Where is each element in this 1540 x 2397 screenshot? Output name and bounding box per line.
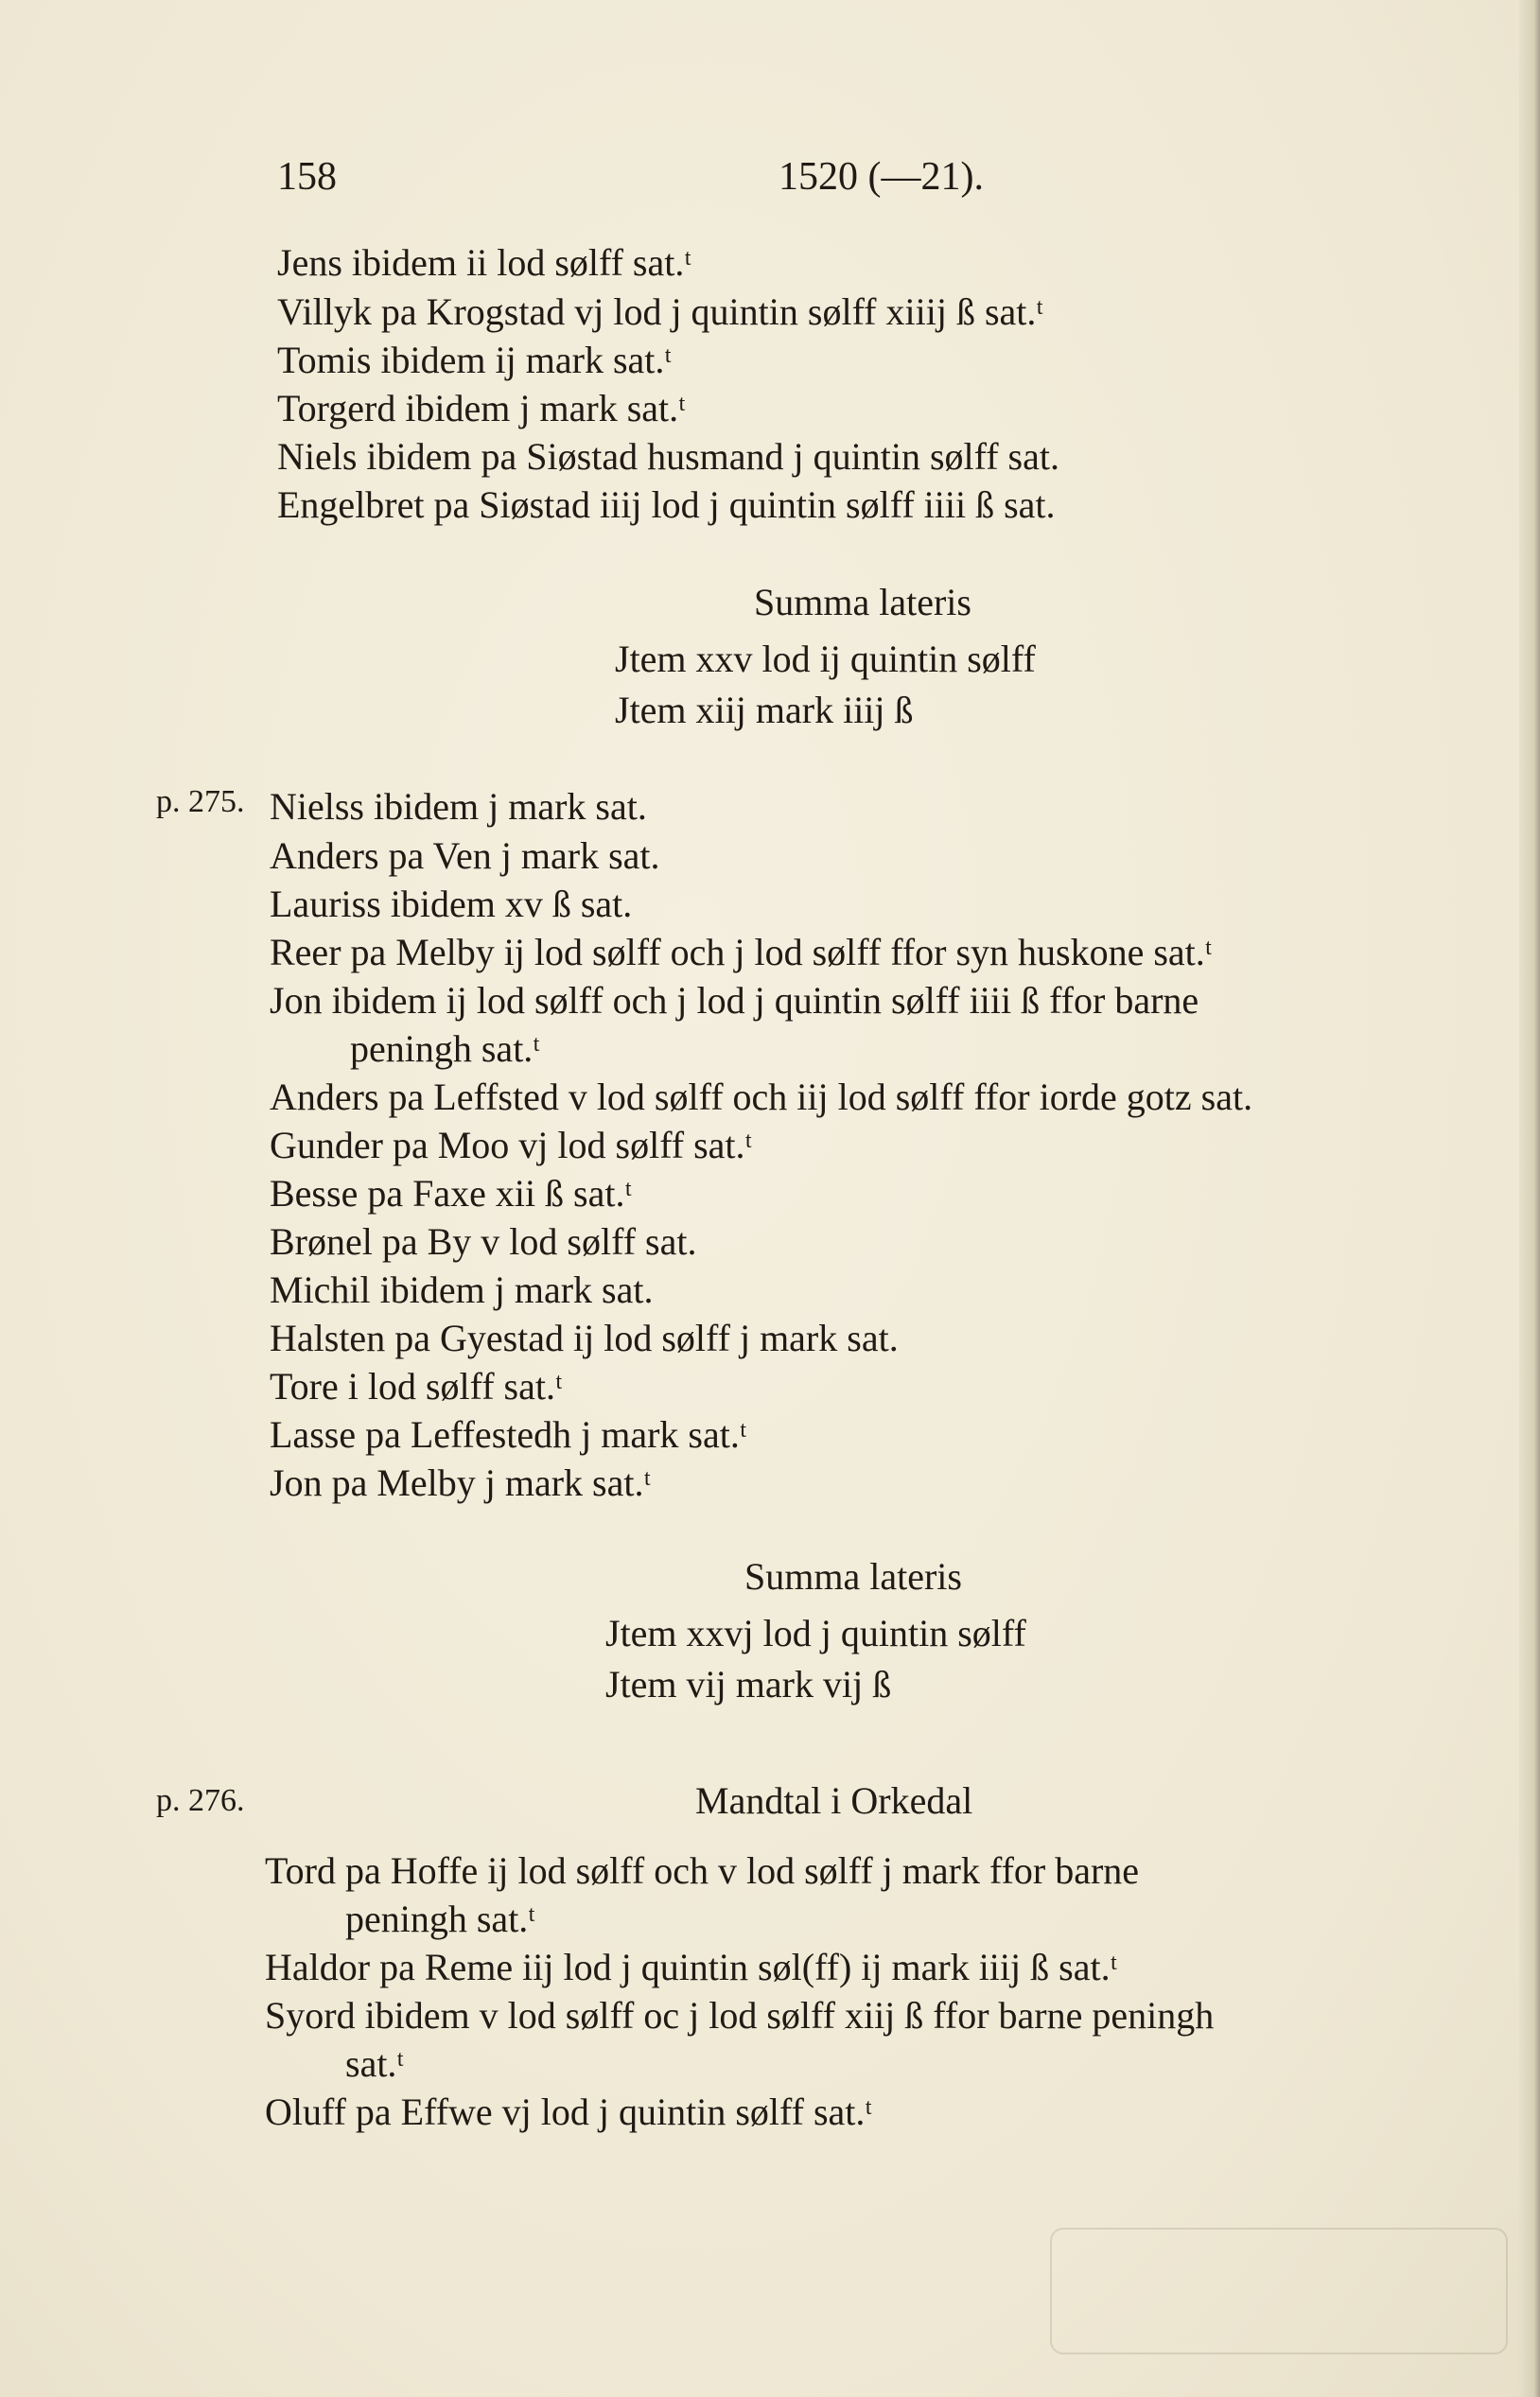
summa-title: Summa lateris [754,581,971,623]
entry-line: Reer pa Melby ij lod sølff och j lod sølff ffor syn huskone sat.ᵗ [270,931,1213,973]
entry-line: Engelbret pa Siøstad iiij lod j quintin sølff iiii ß sat. [277,483,1056,526]
entry-line: Besse pa Faxe xii ß sat.ᵗ [270,1172,633,1215]
summa-line: Jtem vij mark vij ß [605,1663,892,1706]
entry-line: Lauriss ibidem xv ß sat. [270,883,633,925]
entry-line: Jon pa Melby j mark sat.ᵗ [270,1461,652,1504]
entry-line: Jens ibidem ii lod sølff sat.ᵗ [277,241,692,284]
entry-continuation: peningh sat.ᵗ [345,1898,535,1940]
entry-line: Anders pa Ven j mark sat. [270,834,660,877]
entry-line: Anders pa Leffsted v lod sølff och iij lod sølff ffor iorde gotz sat. [270,1076,1253,1118]
entry-line: Brønel pa By v lod sølff sat. [270,1220,697,1263]
entry-line: Villyk pa Krogstad vj lod j quintin sølff xiiij ß sat.ᵗ [277,290,1044,333]
entry-line: Niels ibidem pa Siøstad husmand j quintin sølff sat. [277,435,1059,478]
entry-line: Jon ibidem ij lod sølff och j lod j quintin sølff iiii ß ffor barne [270,979,1199,1022]
paper-stain [1050,2228,1508,2354]
entry-line: Tomis ibidem ij mark sat.ᵗ [277,339,673,381]
section-title: Mandtal i Orkedal [695,1779,973,1822]
entry-line: Lasse pa Leffestedh j mark sat.ᵗ [270,1413,747,1456]
summa-title: Summa lateris [744,1555,962,1598]
entry-line: Nielss ibidem j mark sat. [270,785,647,828]
entry-line: Torgerd ibidem j mark sat.ᵗ [277,387,686,429]
entry-line: Tord pa Hoffe ij lod sølff och v lod sølff j mark ffor barne [265,1849,1140,1892]
entry-line: Michil ibidem j mark sat. [270,1268,654,1311]
running-head-year: 1520 (—21). [779,155,984,199]
margin-page-ref: p. 276. [156,1783,245,1818]
page-edge [1519,0,1540,2397]
summa-line: Jtem xxvj lod j quintin sølff [605,1612,1026,1654]
entry-line: Halsten pa Gyestad ij lod sølff j mark sat. [270,1317,899,1359]
entry-line: Oluff pa Effwe vj lod j quintin sølff sat.ᵗ [265,2091,873,2133]
entry-continuation: sat.ᵗ [345,2042,405,2085]
page-number: 158 [277,155,337,199]
entry-line: Haldor pa Reme iij lod j quintin søl(ff) ij mark iiij ß sat.ᵗ [265,1946,1118,1988]
entry-line: Syord ibidem v lod sølff oc j lod sølff xiij ß ffor barne peningh [265,1994,1215,2037]
entry-line: Tore i lod sølff sat.ᵗ [270,1365,563,1408]
entry-continuation: peningh sat.ᵗ [350,1027,540,1070]
entry-line: Gunder pa Moo vj lod sølff sat.ᵗ [270,1124,753,1166]
summa-line: Jtem xiij mark iiij ß [615,689,914,731]
summa-line: Jtem xxv lod ij quintin sølff [615,638,1036,680]
margin-page-ref: p. 275. [156,784,245,819]
